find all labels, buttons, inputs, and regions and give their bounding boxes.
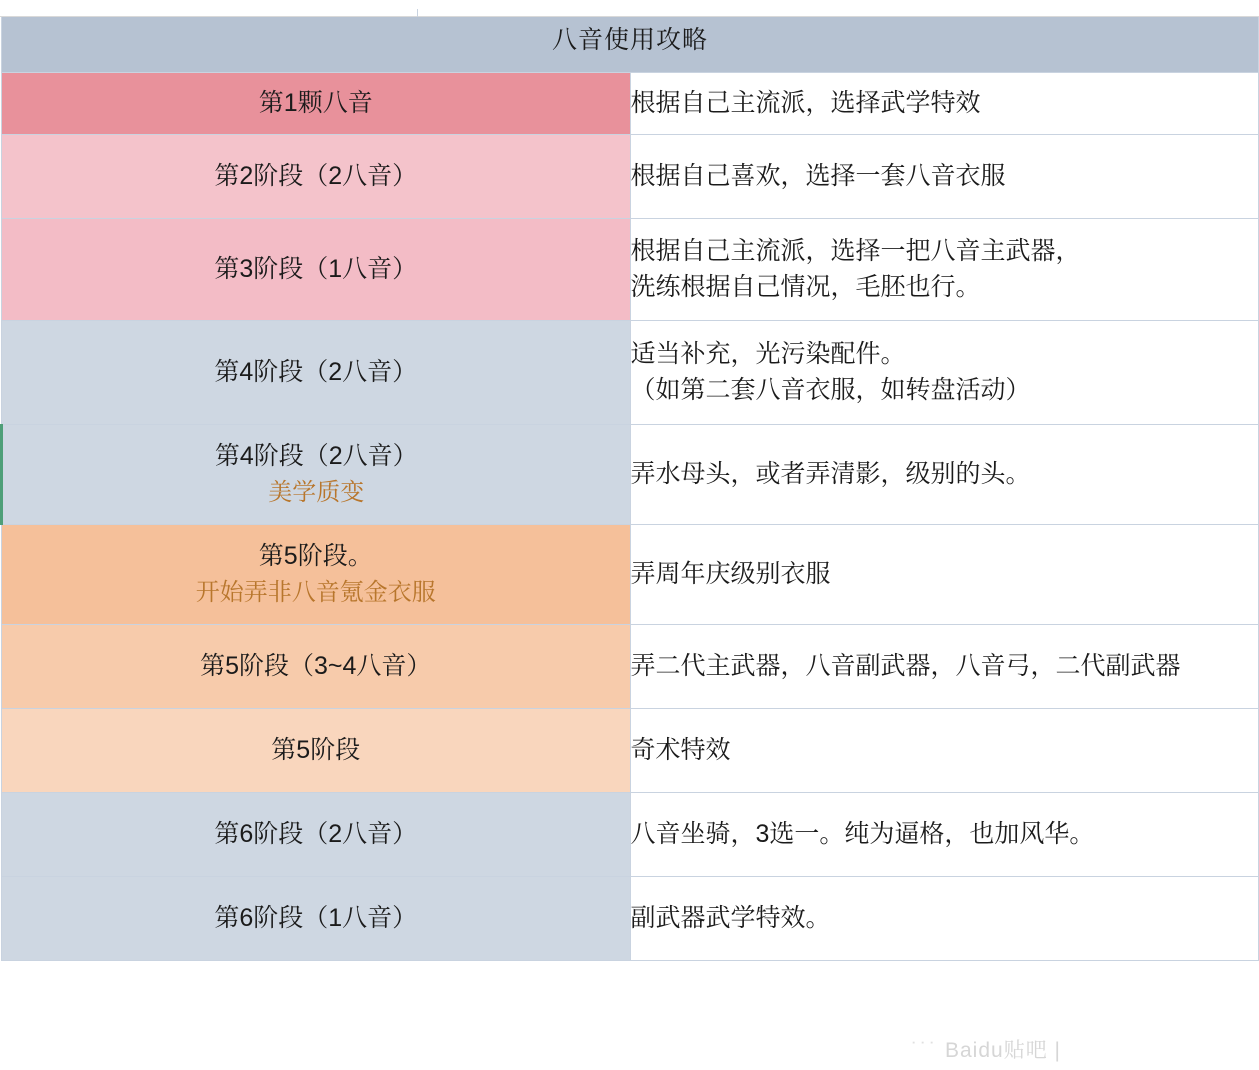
table-row (2, 73, 1259, 135)
desc-line: 八音坐骑，3选一。纯为逼格，也加风华。 (630, 819, 1095, 848)
desc-line: 根据自己喜欢，选择一套八音衣服 (630, 161, 1006, 190)
desc-line: （如第二套八音衣服，如转盘活动） (630, 375, 1031, 404)
stage-label-9 (2, 793, 631, 877)
table-row (2, 625, 1259, 709)
desc-line: 奇术特效 (630, 735, 731, 764)
stage-label-1 (2, 73, 631, 135)
stage-label-text: 第6阶段（1八音） (214, 903, 418, 932)
desc-line: 副武器武学特效。 (630, 903, 831, 932)
column-divider (417, 9, 418, 17)
stage-desc-8 (630, 709, 1259, 793)
watermark-dots: ˙˙˙ (911, 1039, 939, 1062)
table-row (2, 793, 1259, 877)
stage-label-7 (2, 625, 631, 709)
desc-line: 适当补充，光污染配件。 (630, 340, 906, 368)
desc-line: 弄二代主武器，八音副武器，八音弓，二代副武器 (630, 651, 1181, 680)
stage-label-sub: 美学质变 (268, 479, 365, 507)
stage-label-10 (2, 877, 631, 961)
table-row (2, 877, 1259, 961)
stage-desc-2 (630, 135, 1259, 219)
watermark-text: Baidu贴吧 | (945, 1039, 1061, 1062)
stage-label-5 (2, 425, 631, 525)
stage-desc-1 (630, 73, 1259, 135)
stage-desc-6 (630, 525, 1259, 625)
stage-label-text: 第2阶段（2八音） (214, 161, 418, 190)
guide-table (0, 9, 1259, 961)
desc-line: 弄水母头，或者弄清影，级别的头。 (630, 459, 1031, 488)
table-row (2, 525, 1259, 625)
stage-label-text: 第5阶段（3~4八音） (200, 651, 432, 680)
stage-label-6 (2, 525, 631, 625)
desc-line: 弄周年庆级别衣服 (630, 559, 831, 588)
stage-label-text: 第4阶段（2八音） (214, 441, 418, 470)
page-title: 八音使用攻略 (2, 10, 1259, 73)
table-row (2, 321, 1259, 425)
stage-label-text: 第4阶段（2八音） (214, 357, 418, 386)
stage-label-2 (2, 135, 631, 219)
table-row (2, 135, 1259, 219)
stage-desc-4 (630, 321, 1259, 425)
stage-label-text: 第1颗八音 (258, 88, 373, 117)
table-row (2, 219, 1259, 321)
stage-label-text: 第6阶段（2八音） (214, 819, 418, 848)
watermark (911, 1034, 1061, 1064)
stage-label-sub: 开始弄非八音氪金衣服 (195, 579, 436, 607)
stage-label-text: 第3阶段（1八音） (214, 254, 418, 283)
table-row (2, 425, 1259, 525)
stage-desc-10 (630, 877, 1259, 961)
guide-sheet (0, 9, 1259, 1070)
desc-line: 根据自己主流派，选择一把八音主武器， (630, 237, 1081, 265)
stage-label-text: 第5阶段 (271, 735, 361, 764)
table-row (2, 709, 1259, 793)
stage-label-8 (2, 709, 631, 793)
stage-desc-9 (630, 793, 1259, 877)
stage-label-text: 第5阶段。 (258, 541, 373, 570)
stage-desc-5 (630, 425, 1259, 525)
stage-label-3 (2, 219, 631, 321)
stage-desc-3 (630, 219, 1259, 321)
sheet-top-strip (0, 9, 1259, 17)
stage-label-4 (2, 321, 631, 425)
desc-line: 洗练根据自己情况，毛胚也行。 (630, 272, 981, 301)
desc-line: 根据自己主流派，选择武学特效 (630, 88, 981, 117)
stage-desc-7 (630, 625, 1259, 709)
table-row-title (2, 10, 1259, 73)
